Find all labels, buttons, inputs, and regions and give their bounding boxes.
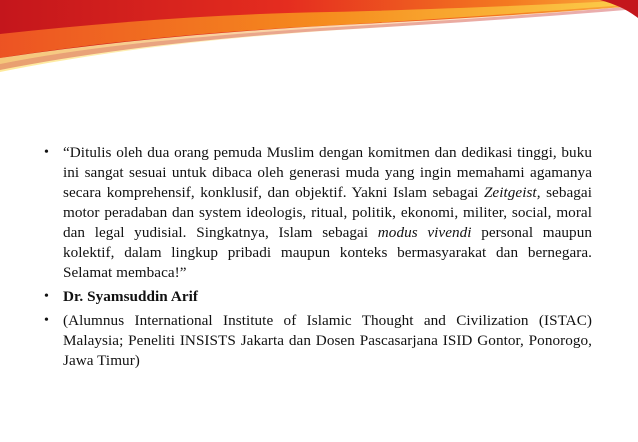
quote-italic-modus-vivendi: modus vivendi (377, 224, 472, 241)
quote-part-2: sebagai motor peradaban dan system ideologis, ritual, politik, ekonomi, militer, social, moral dan legal yudisial. Singkatnya, Islam sebagai (63, 184, 592, 241)
bullet-dot: • (44, 145, 49, 160)
quote-bullet (44, 143, 592, 283)
bullet-dot: • (44, 313, 49, 328)
quote-part-3: personal maupun kolektif, dalam lingkup pribadi maupun konteks bermasyarakat dan bernegara. Selamat membaca!” (63, 224, 592, 281)
decorative-wave-banner (0, 0, 638, 80)
quote-italic-zeitgeist: Zeitgeist, (483, 184, 541, 201)
affiliation-bullet (44, 311, 592, 371)
author-bullet (44, 287, 592, 307)
bullet-dot: • (44, 289, 49, 304)
affiliation-text: (Alumnus International Institute of Islamic Thought and Civilization (ISTAC) Malaysia; Peneliti INSISTS Jakarta dan Dosen Pascasarjana ISID Gontor, Ponorogo, Jawa Timur) (63, 312, 592, 369)
quote-part-1: “Ditulis oleh dua orang pemuda Muslim dengan komitmen dan dedikasi tinggi, buku ini sangat sesuai untuk dibaca oleh generasi muda yang ingin memahami agamanya secara komprehensif, konklusif, dan objektif. Yakni Islam sebagai (63, 144, 592, 201)
author-name: Dr. Syamsuddin Arif (63, 288, 199, 305)
quote-text (63, 143, 592, 283)
slide-content (44, 143, 592, 375)
